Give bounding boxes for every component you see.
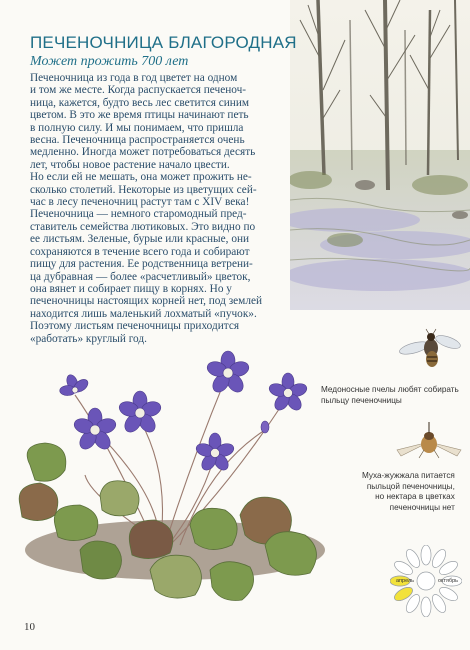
page-subtitle: Может прожить 700 лет xyxy=(30,54,189,69)
page-title: ПЕЧЕНОЧНИЦА БЛАГОРОДНАЯ xyxy=(30,33,297,52)
paragraph-line: и том же месте. Когда распускается печеноч- xyxy=(30,84,247,97)
paragraph-line: ставитель семейства лютиковых. Это видно по xyxy=(30,220,256,233)
paragraph-line: ее листьям. Зеленые, бурые или красные, они xyxy=(30,233,250,246)
bee-caption xyxy=(321,385,459,406)
hepatica-plant-illustration xyxy=(10,345,335,610)
bee-caption-line: пыльцу печеночницы xyxy=(321,395,402,405)
paragraph-line: ница, кажется, будто весь лес светится синим xyxy=(30,96,250,109)
page-number: 10 xyxy=(24,621,35,633)
paragraph-line: Но если ей не мешать, она может прожить не- xyxy=(30,171,252,184)
paragraph-line: час в лесу печеночниц растут там с XIV века! xyxy=(30,196,250,209)
main-paragraph xyxy=(30,72,298,345)
fly-caption-line: но нектара в цветках xyxy=(375,492,455,501)
paragraph-line: ца дубравная — более «расчетливый» цветок, xyxy=(30,270,251,283)
flowering-calendar-icon xyxy=(390,545,462,617)
paragraph-line: цветом. В это же время птицы начинают петь xyxy=(30,109,249,122)
paragraph-line: пищу для растения. Ее родственница ветрени- xyxy=(30,258,253,271)
fly-caption-line: пыльцой печеночницы, xyxy=(366,481,455,491)
paragraph-line: лет, чтобы новое растение начало цвести. xyxy=(30,158,230,171)
paragraph-line: весна. Печеночница распространяется очень xyxy=(30,134,245,147)
paragraph-line: печеночницы настоящих корней нет, под землей xyxy=(30,295,263,308)
paragraph-line: находится лишь маленький лохматый «пучок». xyxy=(30,307,257,320)
fly-caption-line: печеночницы нет xyxy=(389,502,455,512)
paragraph-line: медленно. Иногда может потребоваться десять xyxy=(30,146,256,159)
paragraph-line: она вянет и собирает пищу в корнях. Но у xyxy=(30,282,232,295)
paragraph-line: сколько столетий. Некоторые из цветущих сей- xyxy=(30,183,257,196)
honeybee-icon xyxy=(398,328,464,372)
paragraph-line: Поэтому листьям печеночницы приходится xyxy=(30,320,240,333)
calendar-month-april: апрель xyxy=(395,578,415,584)
paragraph-line: в полную силу. И мы понимаем, что пришла xyxy=(30,121,244,134)
forest-illustration xyxy=(290,0,470,310)
paragraph-line: Печеночница из года в год цветет на одном xyxy=(30,72,238,84)
fly-caption xyxy=(362,471,455,513)
bee-fly-icon xyxy=(393,420,465,468)
paragraph-line: сохраняются в течение всего года и собирают xyxy=(30,245,250,258)
fly-caption-line: Муха-жужжала питается xyxy=(362,471,455,480)
calendar-month-october: октябрь xyxy=(437,578,459,584)
bee-caption-line: Медоносные пчелы любят собирать xyxy=(321,385,459,394)
paragraph-line: Печеночница — немного старомодный пред- xyxy=(30,208,247,221)
paragraph-line: «работать» круглый год. xyxy=(30,332,147,345)
